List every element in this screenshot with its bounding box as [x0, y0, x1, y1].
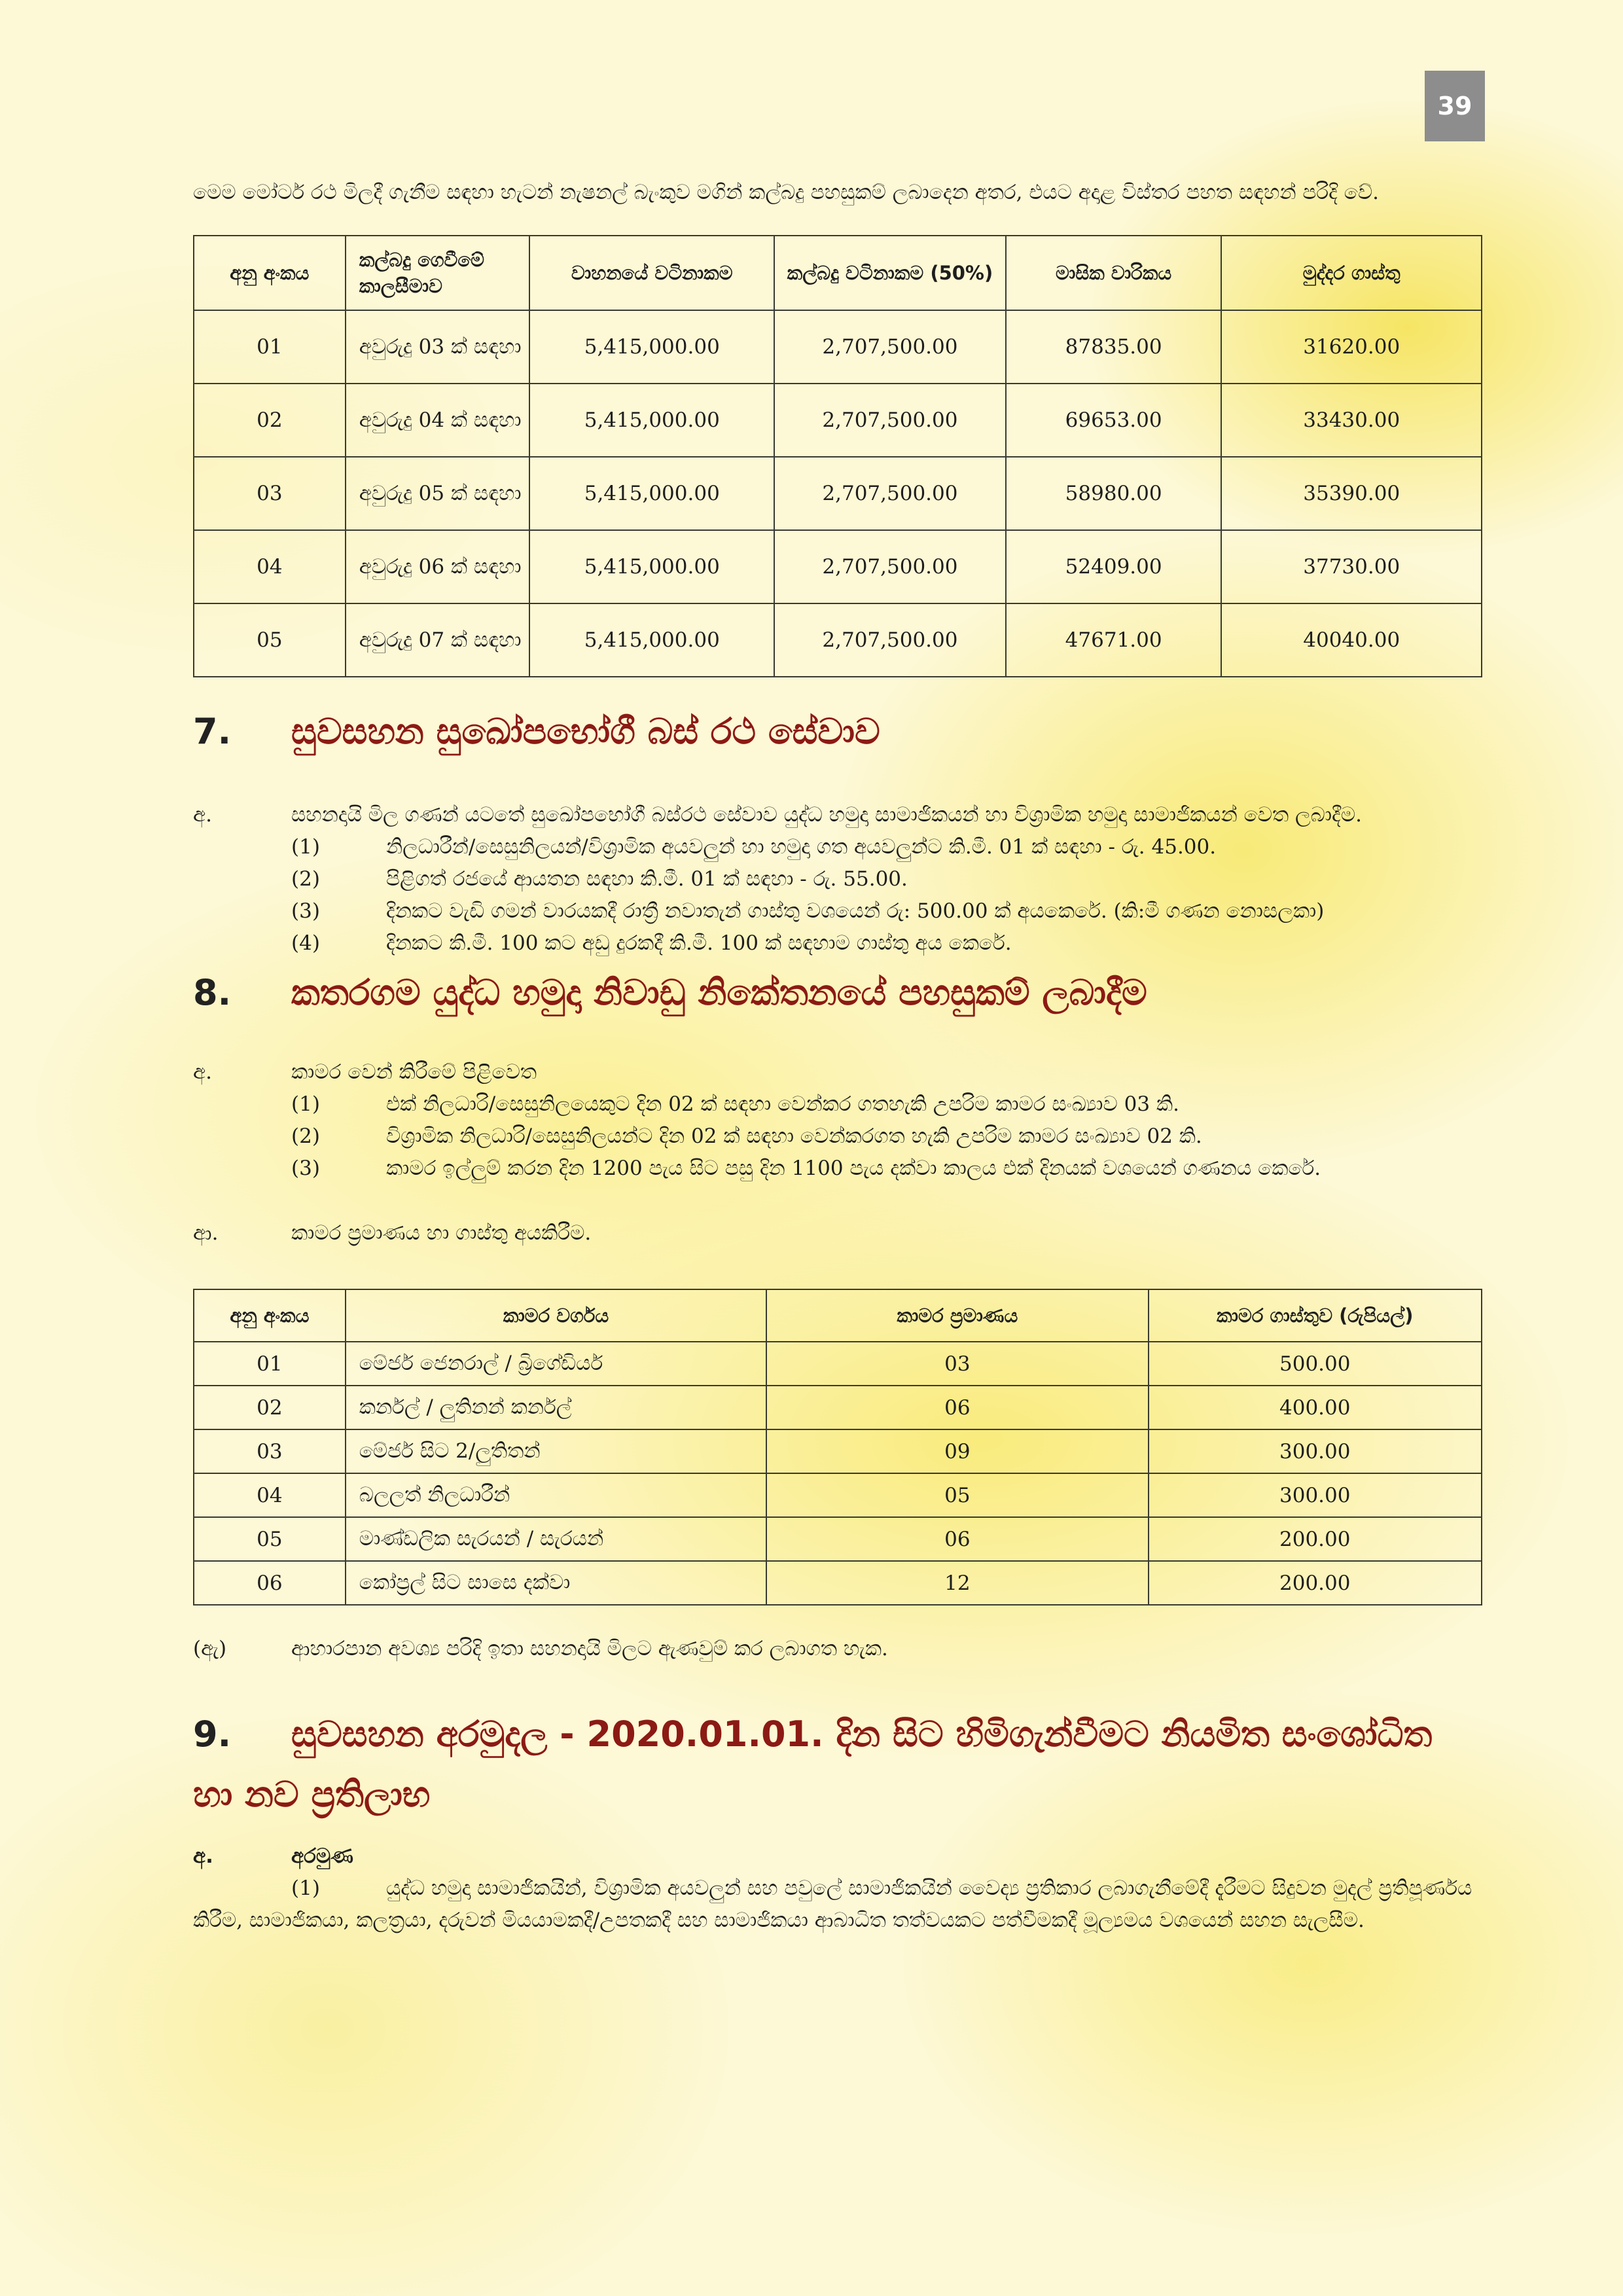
section-8-item	[193, 1121, 1482, 1153]
section-7-item	[193, 831, 1482, 863]
item-text: දිනකට කි.මී. 100 කට අඩු දුරකදී කි.මී. 100 ක් සඳහාම ගාස්තු අය කෙරේ.	[386, 931, 1012, 955]
section-8-a	[193, 1056, 1482, 1088]
table-row	[194, 1561, 1482, 1605]
room-header-cell: අනු අංකය	[194, 1289, 346, 1342]
intro-paragraph: මෙම මෝටර් රථ මිලදී ගැනීම සඳහා හැටන් නැෂනල් බැංකුව මගින් කල්බදු පහසුකම් ලබාදෙන අතර, එයට අදාළ විස්තර පහත සඳහන් පරිදි වේ.	[193, 181, 1379, 204]
lease-header-cell: වාහනයේ වටිනාකම	[529, 236, 774, 310]
item-label: (2)	[291, 867, 320, 891]
section-7-a-label: අ.	[193, 803, 212, 827]
lease-cell: 01	[194, 310, 346, 384]
section-9-title-line2: හා නව ප්‍රතිලාභ	[193, 1774, 431, 1815]
table-row	[194, 384, 1482, 457]
item-label: (2)	[291, 1124, 320, 1148]
section-8-aa-text: කාමර ප්‍රමාණය හා ගාස්තු අයකිරීම.	[291, 1221, 592, 1245]
lease-cell: 2,707,500.00	[774, 310, 1006, 384]
item-text: විශ්‍රාමික නිලධාරි/සෙසුනිලයන්ට දින 02 ක් සඳහා වෙන්කරගත හැකි උපරිම කාමර සංඛ්‍යාව 02 කි.	[386, 1124, 1202, 1148]
room-table-header	[194, 1289, 1482, 1342]
lease-cell: 35390.00	[1221, 457, 1482, 530]
lease-cell: 5,415,000.00	[529, 457, 774, 530]
section-9-number: 9.	[193, 1713, 232, 1755]
lease-cell: 04	[194, 530, 346, 603]
item-text: නිලධාරීන්/සෙසුනිලයන්/විශ්‍රාමික අයවලුන් හා හමුදා ගත අයවලුන්ට කි.මී. 01 ක් සඳහා - රු. 45.00.	[386, 835, 1217, 859]
lease-cell: 5,415,000.00	[529, 384, 774, 457]
item-label: (3)	[291, 1157, 320, 1180]
section-8-a-text: කාමර වෙන් කිරීමේ පිළිවෙත	[291, 1060, 537, 1084]
lease-cell: 87835.00	[1006, 310, 1222, 384]
item-label: (3)	[291, 899, 320, 923]
table-row	[194, 310, 1482, 384]
room-cell: මාණ්ඩලික සැරයන් / සැරයන්	[346, 1517, 766, 1561]
table-row	[194, 530, 1482, 603]
room-cell: කෝප්‍රල් සිට සාසෙ දක්වා	[346, 1561, 766, 1605]
section-7-item	[193, 863, 1482, 895]
room-cell: 03	[194, 1429, 346, 1473]
section-8-item	[193, 1088, 1482, 1121]
section-8-aa-label: ආ.	[193, 1221, 219, 1245]
room-cell: 02	[194, 1386, 346, 1429]
room-cell: මේජර් සිට 2/ලුතිතන්	[346, 1429, 766, 1473]
lease-header-cell: කල්බදු වටිනාකම (50%)	[774, 236, 1006, 310]
section-9-a	[193, 1840, 1482, 1873]
room-cell: 05	[194, 1517, 346, 1561]
lease-cell: අවුරුදු 04 ක් සඳහා	[346, 384, 530, 457]
room-cell: මේජර් ජෙනරාල් / බ්‍රිගේඩියර්	[346, 1342, 766, 1386]
lease-header-cell: කල්බදු ගෙවීමේ කාලසීමාව	[346, 236, 530, 310]
lease-cell: 69653.00	[1006, 384, 1222, 457]
room-cell: 200.00	[1149, 1517, 1482, 1561]
room-cell: 09	[766, 1429, 1148, 1473]
item-text: යුද්ධ හමුදා සාමාජිකයින්, විශ්‍රාමික අයවලුන් සහ පවුලේ සාමාජිකයින් වෛද්‍ය ප්‍රතිකාර ලබාගැනීමේදී දැරීමට සිදුවන මුදල් ප්‍රතිපූර්ණය කිරීම, සාමාජිකයා, කලත්‍රයා, දරුවන් මියයාමකදී/උපතකදී සහ සාමාජිකයා ආබාධිත තත්වයකට පත්වීමකදී මූල්‍යමය වශයෙන් සහන සැලසීම.	[193, 1876, 1472, 1932]
room-header-cell: කාමර ගාස්තුව (රුපියල්)	[1149, 1289, 1482, 1342]
section-8-ae-label: (ඇ)	[193, 1637, 227, 1660]
room-cell: බලලත් නිලධාරීන්	[346, 1473, 766, 1517]
lease-cell: 2,707,500.00	[774, 603, 1006, 677]
room-cell: 03	[766, 1342, 1148, 1386]
item-label: (4)	[291, 931, 320, 955]
room-cell: කර්නල් / ලුතිනන් කර්නල්	[346, 1386, 766, 1429]
room-cell: 06	[766, 1386, 1148, 1429]
table-row	[194, 1473, 1482, 1517]
section-7-title: සුවසහන සුඛෝපභෝගී බස් රථ සේවාව	[291, 711, 880, 752]
lease-cell: අවුරුදු 03 ක් සඳහා	[346, 310, 530, 384]
section-8-title: කතරගම යුද්ධ හමුදා නිවාඩු නිකේතනයේ පහසුකම් ලබාදීම	[291, 972, 1147, 1013]
lease-cell: 02	[194, 384, 346, 457]
lease-cell: අවුරුදු 07 ක් සඳහා	[346, 603, 530, 677]
section-7-heading	[193, 704, 1482, 760]
table-row	[194, 1342, 1482, 1386]
section-8-aa	[193, 1217, 1482, 1249]
room-cell: 06	[766, 1517, 1148, 1561]
lease-cell: 47671.00	[1006, 603, 1222, 677]
item-text: එක් නිලධාරි/සෙසුනිලයෙකුට දින 02 ක් සඳහා වෙන්කර ගතහැකි උපරිම කාමර සංඛ්‍යාව 03 කි.	[386, 1092, 1179, 1116]
room-cell: 04	[194, 1473, 346, 1517]
item-label: (1)	[291, 835, 320, 859]
lease-header-cell: අනු අංකය	[194, 236, 346, 310]
page-number: 39	[1425, 71, 1485, 141]
room-header-cell: කාමර ප්‍රමාණය	[766, 1289, 1148, 1342]
section-8-a-label: අ.	[193, 1060, 212, 1084]
lease-header-cell: මුද්දර ගාස්තු	[1221, 236, 1482, 310]
section-9-title-line1: සුවසහන අරමුදල - 2020.01.01. දින සිට හිමිගැන්වීමට නියමිත සංශෝධිත	[291, 1713, 1433, 1755]
lease-cell: 58980.00	[1006, 457, 1222, 530]
room-cell: 400.00	[1149, 1386, 1482, 1429]
lease-cell: 5,415,000.00	[529, 603, 774, 677]
item-text: පිළිගත් රජයේ ආයතන සඳහා කි.මී. 01 ක් සඳහා - රු. 55.00.	[386, 867, 908, 891]
lease-cell: 2,707,500.00	[774, 457, 1006, 530]
room-cell: 300.00	[1149, 1473, 1482, 1517]
lease-cell: 33430.00	[1221, 384, 1482, 457]
item-label: (1)	[291, 1876, 320, 1900]
lease-cell: 40040.00	[1221, 603, 1482, 677]
table-row	[194, 457, 1482, 530]
lease-cell: 5,415,000.00	[529, 530, 774, 603]
lease-cell: 05	[194, 603, 346, 677]
lease-cell: 2,707,500.00	[774, 530, 1006, 603]
section-8-ae-text: ආහාරපාන අවශ්‍ය පරිදි ඉතා සහනදායි මිලට ඇණවුම් කර ලබාගත හැක.	[291, 1637, 888, 1660]
section-9-a-heading: අරමුණ	[291, 1844, 353, 1868]
lease-cell: 52409.00	[1006, 530, 1222, 603]
lease-cell: අවුරුදු 06 ක් සඳහා	[346, 530, 530, 603]
item-label: (1)	[291, 1092, 320, 1116]
lease-cell: 03	[194, 457, 346, 530]
section-8-heading	[193, 965, 1482, 1021]
lease-cell: 5,415,000.00	[529, 310, 774, 384]
lease-cell: 2,707,500.00	[774, 384, 1006, 457]
lease-cell: 31620.00	[1221, 310, 1482, 384]
room-header-cell: කාමර වර්ගය	[346, 1289, 766, 1342]
section-8-number: 8.	[193, 972, 232, 1013]
lease-cell: 37730.00	[1221, 530, 1482, 603]
table-row	[194, 1386, 1482, 1429]
room-cell: 200.00	[1149, 1561, 1482, 1605]
section-8-ae	[193, 1633, 1482, 1665]
room-cell: 300.00	[1149, 1429, 1482, 1473]
lease-table	[193, 235, 1482, 677]
room-cell: 12	[766, 1561, 1148, 1605]
lease-cell: අවුරුදු 05 ක් සඳහා	[346, 457, 530, 530]
section-9-a-label: අ.	[193, 1844, 213, 1868]
lease-header-cell: මාසික වාරිකය	[1006, 236, 1222, 310]
section-9-item	[193, 1873, 1482, 1937]
lease-table-header	[194, 236, 1482, 310]
section-9-heading	[193, 1704, 1482, 1765]
section-7-a	[193, 799, 1482, 831]
page-content	[193, 177, 1482, 1937]
section-7-item	[193, 927, 1482, 960]
room-cell: 500.00	[1149, 1342, 1482, 1386]
section-7-number: 7.	[193, 711, 232, 752]
room-cell: 05	[766, 1473, 1148, 1517]
table-row	[194, 1517, 1482, 1561]
section-7-a-text: සහනදායි මිල ගණන් යටතේ සුඛෝපභෝගී බස්රථ සේවාව යුද්ධ හමුදා සාමාජිකයන් හා විශ්‍රාමික හමුදා සාමාජිකයන් වෙත ලබාදීම.	[291, 803, 1362, 827]
item-text: කාමර ඉල්ලුම් කරන දින 1200 පැය සිට පසු දින 1100 පැය දක්වා කාලය එක් දිනයක් වශයෙන් ගණනය කෙරේ.	[386, 1157, 1321, 1180]
table-row	[194, 1429, 1482, 1473]
room-cell: 01	[194, 1342, 346, 1386]
room-cell: 06	[194, 1561, 346, 1605]
section-9-heading-cont	[193, 1765, 1482, 1825]
table-row	[194, 603, 1482, 677]
section-7-item	[193, 895, 1482, 927]
item-text: දිනකට වැඩි ගමන් වාරයකදී රාත්‍රී නවාතැන් ගාස්තු වශයෙන් රු: 500.00 ක් අයකෙරේ. (කි:මී ගණන නොසලකා)	[386, 899, 1325, 923]
room-table	[193, 1289, 1482, 1605]
section-8-item	[193, 1153, 1482, 1185]
